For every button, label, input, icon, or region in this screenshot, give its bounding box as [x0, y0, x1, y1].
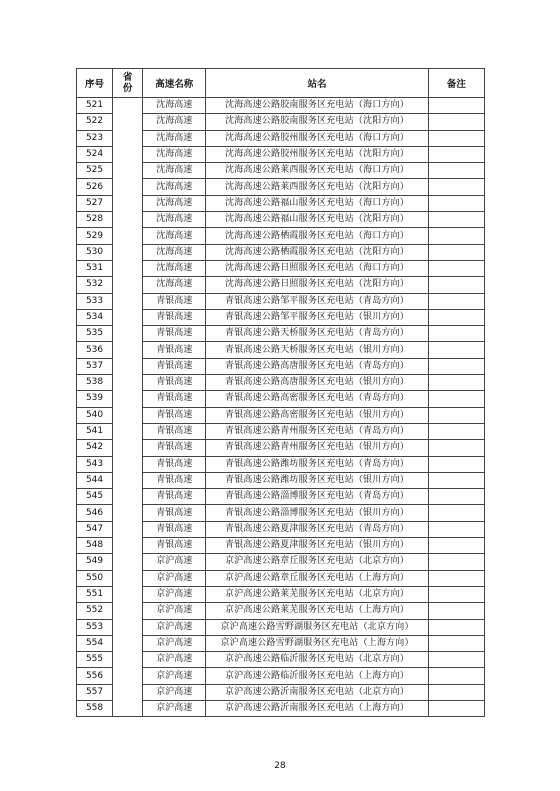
cell-no: 541 [77, 423, 113, 439]
cell-remarks [428, 423, 484, 439]
cell-no: 542 [77, 440, 113, 456]
cell-station: 沈海高速公路日照服务区充电站（海口方向） [206, 260, 429, 276]
cell-highway: 青银高速 [143, 423, 206, 439]
cell-remarks [428, 505, 484, 521]
header-province [113, 69, 143, 98]
cell-no: 527 [77, 195, 113, 211]
cell-station: 青银高速公路淄博服务区充电站（银川方向） [206, 505, 429, 521]
cell-highway: 沈海高速 [143, 179, 206, 195]
cell-remarks [428, 489, 484, 505]
cell-no: 556 [77, 668, 113, 684]
cell-station: 沈海高速公路莱西服务区充电站（海口方向） [206, 163, 429, 179]
cell-highway: 沈海高速 [143, 98, 206, 114]
cell-no: 554 [77, 635, 113, 651]
cell-remarks [428, 179, 484, 195]
cell-highway: 沈海高速 [143, 260, 206, 276]
cell-highway: 青银高速 [143, 293, 206, 309]
cell-no: 552 [77, 603, 113, 619]
cell-station: 沈海高速公路胶南服务区充电站（海口方向） [206, 98, 429, 114]
cell-highway: 青银高速 [143, 407, 206, 423]
cell-no: 535 [77, 326, 113, 342]
cell-station: 青银高速公路高唐服务区充电站（青岛方向） [206, 358, 429, 374]
cell-highway: 沈海高速 [143, 277, 206, 293]
cell-remarks [428, 212, 484, 228]
cell-remarks [428, 603, 484, 619]
cell-highway: 沈海高速 [143, 163, 206, 179]
cell-remarks [428, 635, 484, 651]
cell-no: 538 [77, 375, 113, 391]
cell-remarks [428, 570, 484, 586]
cell-station: 青银高速公路高密服务区充电站（青岛方向） [206, 391, 429, 407]
table-header-row [77, 69, 485, 98]
cell-no: 555 [77, 652, 113, 668]
table-body [77, 98, 485, 717]
cell-remarks [428, 244, 484, 260]
cell-station: 青银高速公路夏津服务区充电站（青岛方向） [206, 521, 429, 537]
cell-no: 536 [77, 342, 113, 358]
cell-station: 沈海高速公路日照服务区充电站（沈阳方向） [206, 277, 429, 293]
cell-remarks [428, 407, 484, 423]
cell-highway: 沈海高速 [143, 212, 206, 228]
cell-remarks [428, 277, 484, 293]
cell-station: 京沪高速公路沂南服务区充电站（北京方向） [206, 684, 429, 700]
cell-no: 525 [77, 163, 113, 179]
cell-no: 548 [77, 538, 113, 554]
cell-station: 青银高速公路夏津服务区充电站（银川方向） [206, 538, 429, 554]
charging-station-table [76, 68, 485, 717]
cell-no: 539 [77, 391, 113, 407]
cell-remarks [428, 293, 484, 309]
cell-highway: 青银高速 [143, 375, 206, 391]
cell-no: 551 [77, 586, 113, 602]
cell-no: 526 [77, 179, 113, 195]
cell-station: 青银高速公路潍坊服务区充电站（青岛方向） [206, 456, 429, 472]
cell-highway: 京沪高速 [143, 603, 206, 619]
header-highway: 高速名称 [143, 69, 206, 98]
cell-remarks [428, 440, 484, 456]
cell-station: 沈海高速公路栖霞服务区充电站（海口方向） [206, 228, 429, 244]
cell-highway: 青银高速 [143, 342, 206, 358]
cell-station: 京沪高速公路临沂服务区充电站（上海方向） [206, 668, 429, 684]
cell-no: 549 [77, 554, 113, 570]
cell-station: 青银高速公路天桥服务区充电站（青岛方向） [206, 326, 429, 342]
cell-highway: 青银高速 [143, 358, 206, 374]
cell-no: 550 [77, 570, 113, 586]
cell-highway: 京沪高速 [143, 635, 206, 651]
cell-no: 524 [77, 146, 113, 162]
header-province-char-1: 省 [122, 72, 133, 83]
cell-highway: 沈海高速 [143, 228, 206, 244]
cell-no: 544 [77, 472, 113, 488]
cell-no: 543 [77, 456, 113, 472]
cell-station: 青银高速公路高唐服务区充电站（银川方向） [206, 375, 429, 391]
header-province-char-2: 份 [122, 83, 133, 94]
cell-highway: 青银高速 [143, 489, 206, 505]
cell-no: 532 [77, 277, 113, 293]
header-no: 序号 [77, 69, 113, 98]
cell-remarks [428, 375, 484, 391]
cell-remarks [428, 472, 484, 488]
cell-highway: 京沪高速 [143, 586, 206, 602]
cell-highway: 京沪高速 [143, 619, 206, 635]
cell-remarks [428, 130, 484, 146]
cell-highway: 青银高速 [143, 521, 206, 537]
cell-no: 540 [77, 407, 113, 423]
cell-station: 京沪高速公路临沂服务区充电站（北京方向） [206, 652, 429, 668]
cell-highway: 沈海高速 [143, 130, 206, 146]
cell-remarks [428, 98, 484, 114]
cell-highway: 京沪高速 [143, 554, 206, 570]
cell-station: 京沪高速公路沂南服务区充电站（上海方向） [206, 700, 429, 716]
cell-highway: 沈海高速 [143, 195, 206, 211]
cell-no: 529 [77, 228, 113, 244]
cell-remarks [428, 521, 484, 537]
cell-highway: 沈海高速 [143, 114, 206, 130]
cell-remarks [428, 700, 484, 716]
cell-station: 沈海高速公路福山服务区充电站（沈阳方向） [206, 212, 429, 228]
cell-station: 青银高速公路青州服务区充电站（银川方向） [206, 440, 429, 456]
cell-no: 531 [77, 260, 113, 276]
cell-remarks [428, 342, 484, 358]
cell-no: 528 [77, 212, 113, 228]
cell-remarks [428, 619, 484, 635]
cell-station: 沈海高速公路胶州服务区充电站（海口方向） [206, 130, 429, 146]
cell-station: 青银高速公路高密服务区充电站（银川方向） [206, 407, 429, 423]
cell-station: 京沪高速公路莱芜服务区充电站（北京方向） [206, 586, 429, 602]
cell-remarks [428, 228, 484, 244]
cell-station: 京沪高速公路章丘服务区充电站（上海方向） [206, 570, 429, 586]
cell-station: 青银高速公路潍坊服务区充电站（银川方向） [206, 472, 429, 488]
cell-remarks [428, 163, 484, 179]
cell-station: 沈海高速公路栖霞服务区充电站（沈阳方向） [206, 244, 429, 260]
cell-remarks [428, 586, 484, 602]
cell-no: 553 [77, 619, 113, 635]
cell-station: 青银高速公路邹平服务区充电站（银川方向） [206, 309, 429, 325]
cell-highway: 青银高速 [143, 391, 206, 407]
cell-no: 522 [77, 114, 113, 130]
cell-no: 537 [77, 358, 113, 374]
cell-station: 沈海高速公路胶州服务区充电站（沈阳方向） [206, 146, 429, 162]
cell-highway: 沈海高速 [143, 146, 206, 162]
cell-highway: 沈海高速 [143, 244, 206, 260]
cell-station: 京沪高速公路莱芜服务区充电站（上海方向） [206, 603, 429, 619]
cell-highway: 京沪高速 [143, 684, 206, 700]
cell-station: 沈海高速公路胶南服务区充电站（沈阳方向） [206, 114, 429, 130]
cell-station: 沈海高速公路福山服务区充电站（海口方向） [206, 195, 429, 211]
cell-highway: 京沪高速 [143, 570, 206, 586]
cell-no: 547 [77, 521, 113, 537]
cell-station: 青银高速公路青州服务区充电站（青岛方向） [206, 423, 429, 439]
cell-highway: 青银高速 [143, 309, 206, 325]
cell-highway: 京沪高速 [143, 700, 206, 716]
cell-remarks [428, 538, 484, 554]
cell-highway: 青银高速 [143, 440, 206, 456]
cell-remarks [428, 358, 484, 374]
cell-remarks [428, 456, 484, 472]
cell-remarks [428, 668, 484, 684]
cell-remarks [428, 554, 484, 570]
cell-remarks [428, 684, 484, 700]
cell-station: 沈海高速公路莱西服务区充电站（沈阳方向） [206, 179, 429, 195]
cell-no: 523 [77, 130, 113, 146]
cell-remarks [428, 652, 484, 668]
cell-province [113, 98, 143, 717]
cell-no: 545 [77, 489, 113, 505]
cell-no: 530 [77, 244, 113, 260]
table-row [77, 98, 485, 114]
cell-highway: 京沪高速 [143, 668, 206, 684]
cell-station: 青银高速公路天桥服务区充电站（银川方向） [206, 342, 429, 358]
cell-highway: 京沪高速 [143, 652, 206, 668]
cell-remarks [428, 391, 484, 407]
cell-station: 京沪高速公路雪野湖服务区充电站（北京方向） [206, 619, 429, 635]
cell-station: 京沪高速公路章丘服务区充电站（北京方向） [206, 554, 429, 570]
cell-remarks [428, 114, 484, 130]
cell-no: 534 [77, 309, 113, 325]
cell-remarks [428, 195, 484, 211]
cell-no: 533 [77, 293, 113, 309]
cell-highway: 青银高速 [143, 472, 206, 488]
cell-no: 546 [77, 505, 113, 521]
cell-station: 京沪高速公路雪野湖服务区充电站（上海方向） [206, 635, 429, 651]
cell-remarks [428, 309, 484, 325]
cell-remarks [428, 146, 484, 162]
cell-highway: 青银高速 [143, 505, 206, 521]
cell-station: 青银高速公路淄博服务区充电站（青岛方向） [206, 489, 429, 505]
header-station: 站名 [206, 69, 429, 98]
cell-highway: 青银高速 [143, 456, 206, 472]
cell-highway: 青银高速 [143, 538, 206, 554]
cell-remarks [428, 326, 484, 342]
cell-no: 521 [77, 98, 113, 114]
cell-remarks [428, 260, 484, 276]
cell-no: 557 [77, 684, 113, 700]
page-number: 28 [274, 761, 286, 771]
cell-no: 558 [77, 700, 113, 716]
header-remarks: 备注 [428, 69, 484, 98]
cell-highway: 青银高速 [143, 326, 206, 342]
cell-station: 青银高速公路邹平服务区充电站（青岛方向） [206, 293, 429, 309]
